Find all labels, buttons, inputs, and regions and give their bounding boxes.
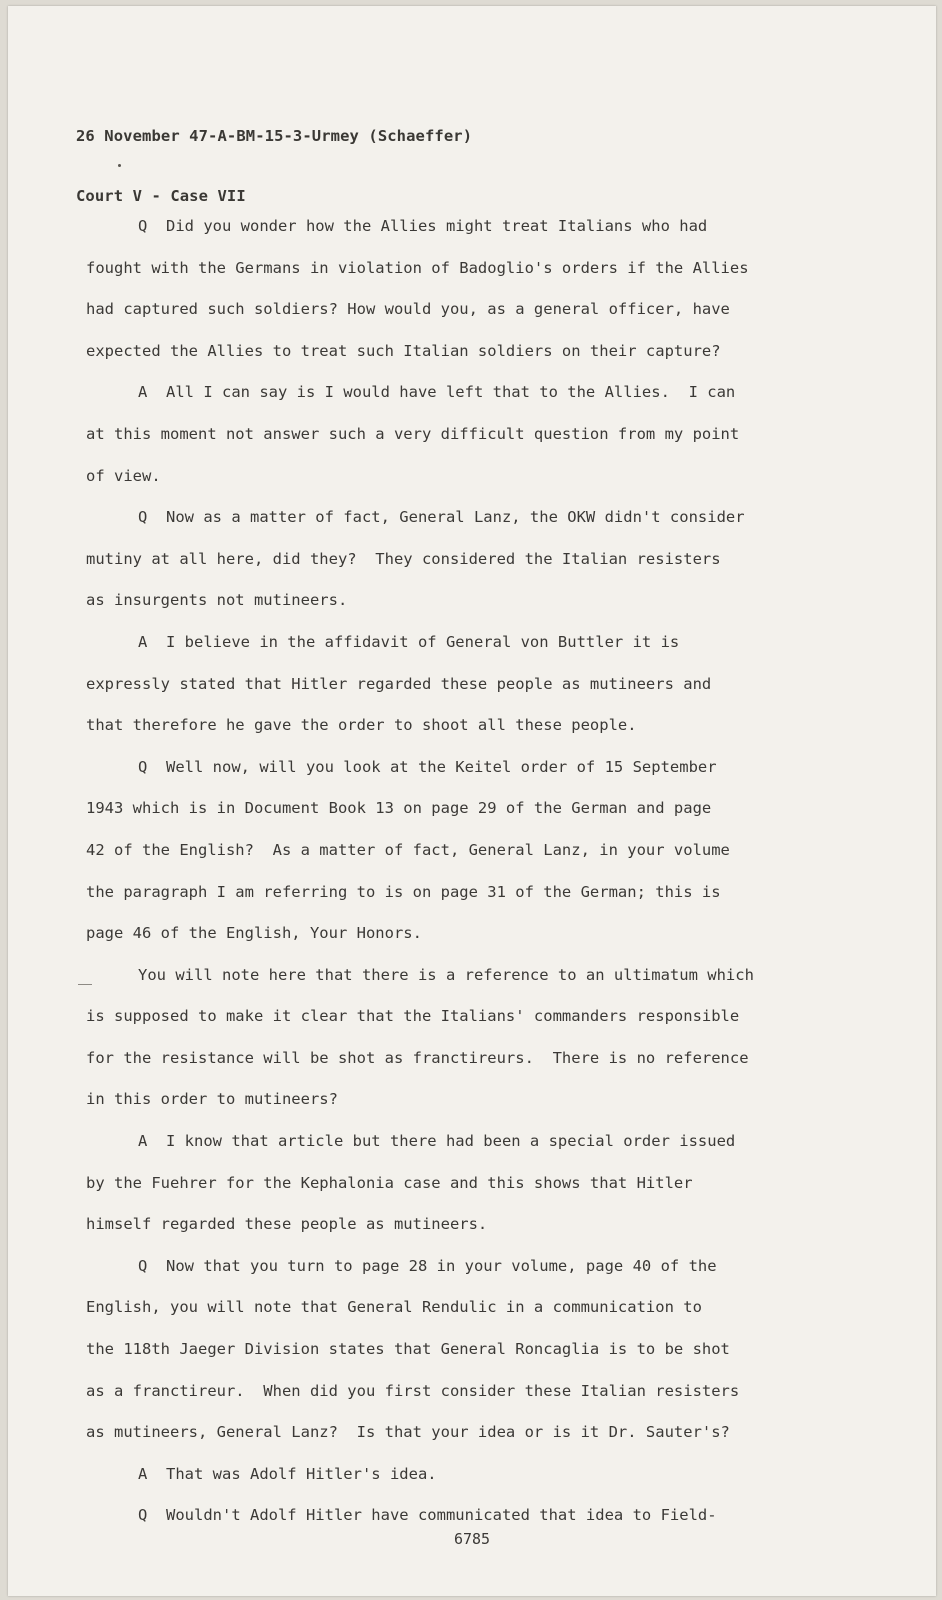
stray-mark [118, 164, 121, 167]
transcript-line: A I know that article but there had been a special order issued [138, 1132, 736, 1151]
transcript-line: 1943 which is in Document Book 13 on page 29 of the German and page [86, 799, 712, 818]
transcript-line: for the resistance will be shot as franctireurs. There is no reference [86, 1048, 749, 1067]
transcript-line: 42 of the English? As a matter of fact, General Lanz, in your volume [86, 840, 730, 859]
transcript-line: the 118th Jaeger Division states that General Roncaglia is to be shot [86, 1340, 730, 1359]
page-number: 6785 [453, 1530, 491, 1548]
transcript-line: expressly stated that Hitler regarded these people as mutineers and [86, 674, 712, 693]
transcript-line: that therefore he gave the order to shoot all these people. [86, 716, 637, 735]
transcript-line: Q Wouldn't Adolf Hitler have communicated that idea to Field- [138, 1506, 717, 1525]
transcript-line: A All I can say is I would have left that to the Allies. I can [138, 383, 736, 402]
transcript-line: A I believe in the affidavit of General von Buttler it is [138, 632, 680, 651]
transcript-line: mutiny at all here, did they? They considered the Italian resisters [86, 549, 721, 568]
header-court-line: Court V - Case VII [76, 187, 246, 205]
transcript-line: A That was Adolf Hitler's idea. [138, 1464, 437, 1483]
transcript-line: Q Well now, will you look at the Keitel order of 15 September [138, 757, 717, 776]
transcript-line: Q Now as a matter of fact, General Lanz, the OKW didn't consider [138, 508, 745, 527]
transcript-line: expected the Allies to treat such Italian soldiers on their capture? [86, 341, 721, 360]
transcript-line: as insurgents not mutineers. [86, 591, 348, 610]
transcript-line: as mutineers, General Lanz? Is that your idea or is it Dr. Sauter's? [86, 1423, 730, 1442]
transcript-line: himself regarded these people as mutineers. [86, 1215, 488, 1234]
transcript-line: fought with the Germans in violation of Badoglio's orders if the Allies [86, 258, 749, 277]
transcript-line: You will note here that there is a reference to an ultimatum which [138, 965, 754, 984]
transcript-line: the paragraph I am referring to is on page 31 of the German; this is [86, 882, 721, 901]
transcript-line: English, you will note that General Rendulic in a communication to [86, 1298, 702, 1317]
header-session-line: 26 November 47-A-BM-15-3-Urmey (Schaeffer) [76, 127, 473, 145]
transcript-line: in this order to mutineers? [86, 1090, 338, 1109]
transcript-line: by the Fuehrer for the Kephalonia case and this shows that Hitler [86, 1173, 693, 1192]
transcript-line: page 46 of the English, Your Honors. [86, 924, 422, 943]
transcript-line: Q Did you wonder how the Allies might treat Italians who had [138, 217, 708, 235]
transcript-line: at this moment not answer such a very difficult question from my point [86, 424, 740, 443]
document-page [8, 6, 936, 1596]
transcript-line: of view. [86, 466, 161, 485]
transcript-body [86, 206, 846, 1537]
transcript-line: Q Now that you turn to page 28 in your volume, page 40 of the [138, 1256, 717, 1275]
transcript-line: is supposed to make it clear that the Italians' commanders responsible [86, 1007, 740, 1026]
transcript-line: had captured such soldiers? How would you, as a general officer, have [86, 300, 730, 319]
transcript-line: as a franctireur. When did you first consider these Italian resisters [86, 1381, 740, 1400]
